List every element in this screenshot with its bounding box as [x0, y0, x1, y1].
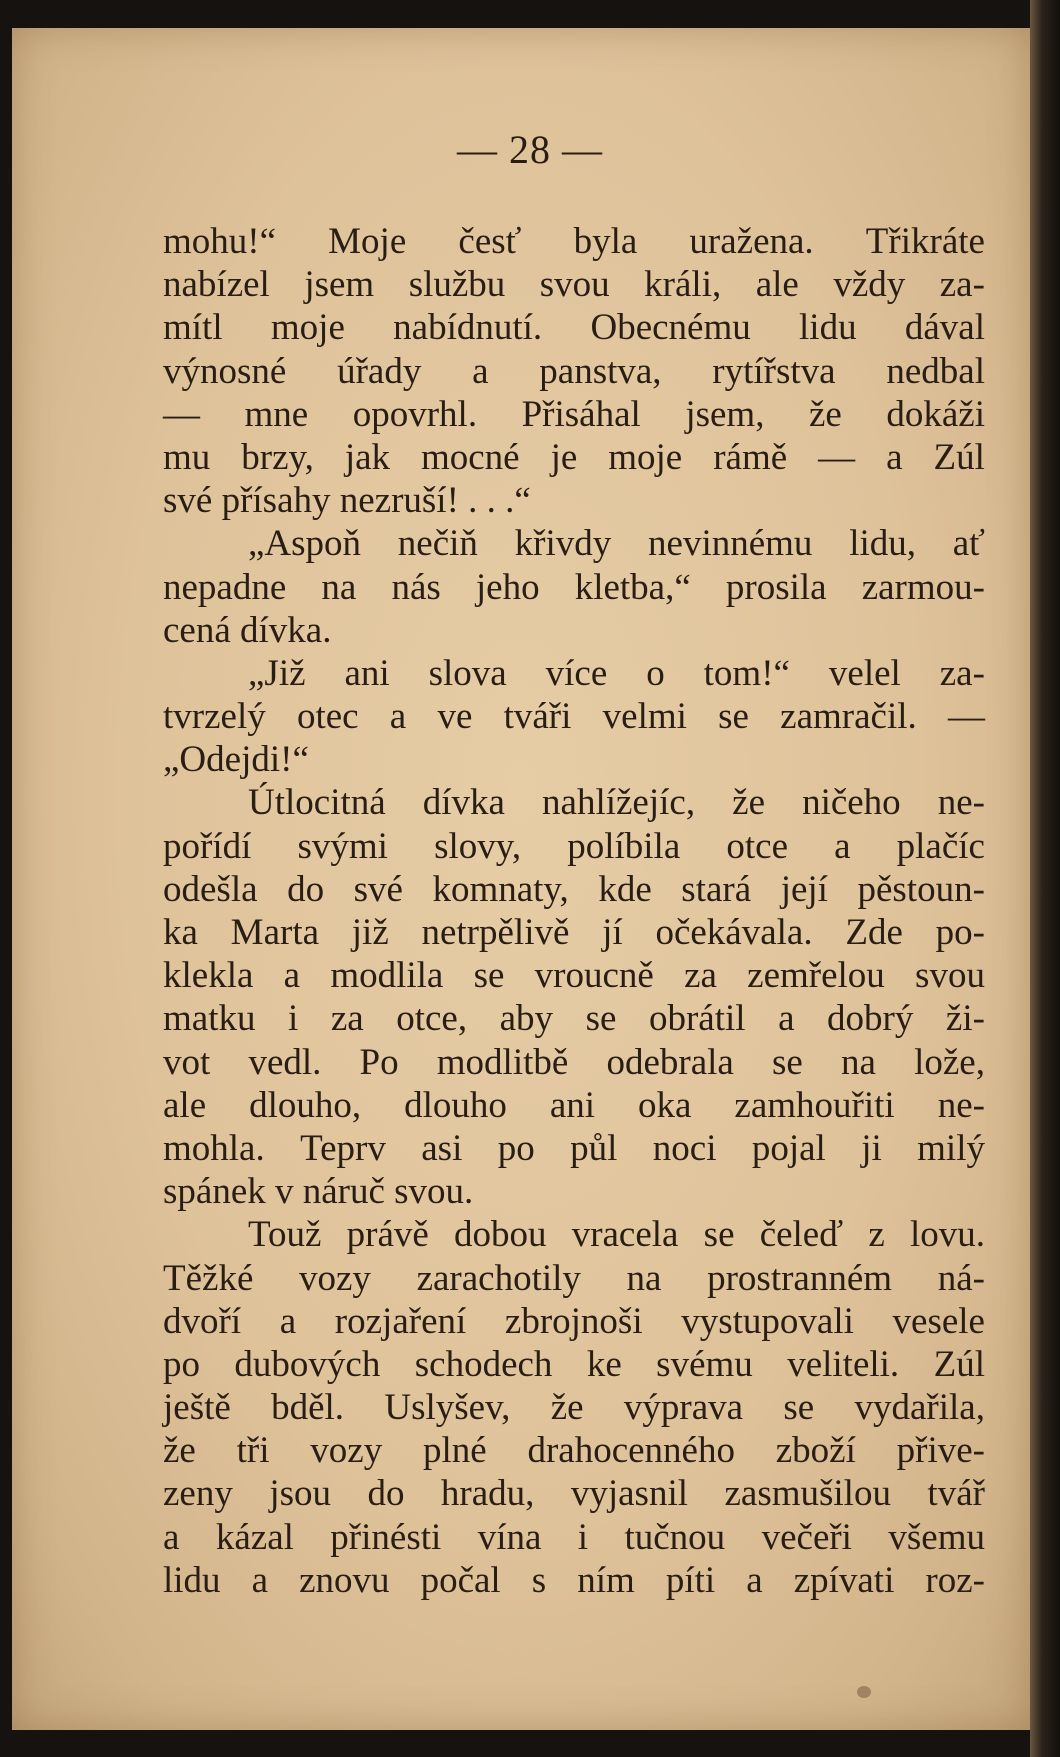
text-line: [163, 695, 985, 738]
word: otce: [726, 825, 788, 867]
word: moje: [270, 307, 345, 349]
word: počal: [420, 1559, 501, 1601]
word: ale: [755, 264, 799, 306]
word: že: [550, 1387, 584, 1429]
word: lidu: [799, 307, 857, 349]
text-line: [163, 781, 985, 824]
word: svou: [915, 955, 985, 997]
word: Marta: [230, 912, 320, 953]
word: rámě: [713, 436, 788, 478]
word: po-: [935, 912, 985, 953]
word: Touž: [248, 1214, 322, 1256]
word: i: [288, 998, 299, 1040]
text-line: [163, 566, 985, 609]
text-line: [163, 652, 985, 695]
word: že: [808, 393, 842, 435]
text-line: [163, 1084, 985, 1127]
word: Uslyšev,: [384, 1387, 511, 1429]
word: schodech: [414, 1343, 553, 1385]
word: prostranném: [707, 1257, 893, 1299]
word: s: [531, 1559, 547, 1601]
text-line: [163, 350, 985, 393]
text-line: [163, 825, 985, 868]
text-line: [163, 1516, 985, 1559]
word: a: [283, 955, 301, 997]
word: večeři: [761, 1516, 852, 1558]
text-line: cená dívka.: [163, 609, 332, 651]
word: lože,: [914, 1041, 985, 1083]
word: ke: [586, 1343, 622, 1385]
word: vozy: [310, 1430, 383, 1472]
word: veliteli.: [787, 1343, 900, 1385]
word: nahlížejíc,: [542, 782, 696, 824]
book-spine-shadow: [1030, 0, 1060, 1757]
word: dobou: [454, 1214, 547, 1256]
word: Těžké: [163, 1257, 254, 1299]
word: ničeho: [802, 782, 901, 824]
word: mne: [244, 393, 309, 435]
word: —: [948, 696, 985, 738]
word: se: [473, 955, 505, 997]
word: nepadne: [163, 566, 287, 608]
word: —: [163, 393, 200, 435]
word: do: [287, 868, 325, 910]
word: zasmušilou: [724, 1473, 891, 1515]
word: zboží: [775, 1430, 856, 1472]
word: úřady: [337, 350, 422, 392]
word: tom!“: [703, 652, 790, 694]
text-line: [163, 393, 985, 436]
word: jsou: [269, 1473, 331, 1515]
word: zarachotily: [416, 1257, 581, 1299]
word: službu: [408, 264, 506, 306]
word: byla: [573, 221, 638, 262]
text-line: [163, 1343, 985, 1386]
word: křivdy: [514, 523, 612, 565]
word: vesele: [892, 1300, 985, 1342]
word: odebrala: [606, 1041, 734, 1083]
text-line: [163, 1213, 985, 1256]
word: jí: [602, 912, 623, 953]
word: mohla.: [163, 1127, 265, 1169]
word: opovrhl.: [352, 393, 478, 435]
word: vozy: [299, 1257, 371, 1299]
word: za-: [939, 652, 985, 694]
word: otec: [296, 696, 359, 738]
word: uražena.: [689, 221, 814, 262]
word: matku: [163, 998, 256, 1040]
text-line: [163, 911, 985, 954]
word: moje: [608, 436, 683, 478]
word: ale: [163, 1084, 207, 1126]
word: pojal: [751, 1127, 826, 1169]
text-line: [163, 1127, 985, 1170]
word: na: [626, 1257, 662, 1299]
word: jeho: [475, 566, 540, 608]
word: již: [351, 912, 389, 953]
word: za: [684, 955, 717, 997]
text-line: spánek v náruč svou.: [163, 1171, 474, 1213]
text-line: [163, 1559, 985, 1602]
word: rytířstva: [712, 350, 836, 392]
word: ať: [952, 523, 985, 565]
word: tvrzelý: [163, 696, 266, 738]
word: po: [163, 1343, 200, 1385]
word: plné: [422, 1430, 487, 1472]
word: tři: [236, 1430, 270, 1472]
text-line: [163, 868, 985, 911]
text-line: [163, 220, 985, 263]
word: ještě: [163, 1387, 231, 1429]
word: jak: [344, 436, 391, 478]
text-line: „Odejdi!“: [163, 739, 309, 781]
word: dvoří: [163, 1300, 242, 1342]
word: na: [321, 566, 357, 608]
word: nabídnutí.: [393, 307, 543, 349]
word: do: [367, 1473, 405, 1515]
word: že: [163, 1430, 196, 1472]
text-line: [163, 1041, 985, 1084]
word: čeleď: [759, 1214, 844, 1256]
word: komnaty,: [432, 868, 569, 910]
word: Třikráte: [865, 221, 985, 262]
word: hradu,: [440, 1473, 535, 1515]
word: otce,: [396, 998, 468, 1040]
word: Zúl: [933, 436, 985, 478]
word: pořídí: [163, 825, 252, 867]
word: vystupovali: [681, 1300, 854, 1342]
word: dlouho: [404, 1084, 507, 1126]
word: mohu!“: [163, 221, 277, 262]
word: dubových: [234, 1343, 381, 1385]
word: ne-: [937, 1084, 985, 1126]
word: milý: [917, 1127, 985, 1169]
word: brzy,: [241, 436, 314, 478]
word: mu: [163, 436, 211, 478]
word: tvář: [927, 1473, 985, 1515]
word: „Aspoň: [248, 523, 362, 565]
word: vot: [163, 1041, 211, 1083]
word: a: [886, 436, 903, 478]
word: zamhouřiti: [734, 1084, 895, 1126]
word: se: [718, 696, 749, 738]
word: plačíc: [896, 825, 985, 867]
word: dlouho,: [249, 1084, 362, 1126]
word: oka: [638, 1084, 692, 1126]
text-line: [163, 306, 985, 349]
word: nabízel: [163, 264, 270, 306]
word: vedl.: [248, 1041, 322, 1083]
word: a: [746, 1559, 763, 1601]
word: dobrý: [827, 998, 914, 1040]
word: výprava: [623, 1387, 744, 1429]
word: stará: [681, 868, 752, 910]
word: zamračil.: [780, 696, 917, 738]
word: mítl: [163, 307, 223, 349]
word: přive-: [896, 1430, 985, 1472]
word: Zúl: [933, 1343, 985, 1385]
word: modlitbě: [436, 1041, 569, 1083]
word: drahocenného: [527, 1430, 735, 1472]
word: jsem,: [685, 393, 765, 435]
word: zeny: [163, 1473, 233, 1515]
word: Útlocitná: [248, 782, 386, 824]
word: své: [353, 868, 403, 910]
word: velel: [828, 652, 901, 694]
word: kletba,“: [574, 566, 691, 608]
word: za-: [939, 264, 985, 306]
word: a: [163, 1516, 180, 1558]
word: modlila: [330, 955, 444, 997]
word: že: [732, 782, 765, 824]
word: tučnou: [624, 1516, 726, 1558]
text-line: [163, 1386, 985, 1429]
word: na: [841, 1041, 876, 1083]
word: zbrojnoši: [504, 1300, 643, 1342]
word: zpívati: [793, 1559, 895, 1601]
word: očekávala.: [655, 912, 813, 953]
word: jsem: [304, 264, 375, 306]
word: ani: [549, 1084, 596, 1126]
text-line: [163, 522, 985, 565]
text-line: [163, 954, 985, 997]
paper-speck: [857, 1686, 871, 1698]
word: přinésti: [330, 1516, 442, 1558]
word: kde: [598, 868, 652, 910]
word: se: [703, 1214, 735, 1256]
word: aby: [499, 998, 554, 1040]
word: se: [783, 1387, 815, 1429]
word: klekla: [163, 955, 254, 997]
word: právě: [346, 1214, 429, 1256]
text-line: [163, 1472, 985, 1515]
word: ani: [344, 652, 390, 694]
word: ve: [437, 696, 473, 738]
word: za: [330, 998, 364, 1040]
word: noci: [652, 1127, 717, 1169]
word: lidu: [163, 1559, 221, 1601]
word: a: [834, 825, 851, 867]
word: ži-: [945, 998, 985, 1040]
word: prosila: [725, 566, 827, 608]
word: nedbal: [886, 350, 985, 392]
word: Po: [359, 1041, 399, 1083]
word: všemu: [888, 1516, 985, 1558]
word: je: [550, 436, 578, 478]
word: Zde: [845, 912, 903, 953]
word: o: [646, 652, 665, 694]
word: roz-: [925, 1559, 985, 1601]
word: vyjasnil: [570, 1473, 689, 1515]
word: bděl.: [271, 1387, 345, 1429]
word: rozjaření: [334, 1300, 467, 1342]
word: dával: [904, 307, 985, 349]
word: nás: [391, 566, 441, 608]
word: „Již: [248, 652, 306, 694]
text-line: [163, 1257, 985, 1300]
word: netrpělivě: [421, 912, 570, 953]
text-line: [163, 263, 985, 306]
page-number: — 28 —: [457, 127, 603, 172]
word: pěstoun-: [857, 868, 985, 910]
word: po: [497, 1127, 535, 1169]
word: panstva,: [539, 350, 662, 392]
word: nevinnému: [648, 523, 813, 565]
word: se: [772, 1041, 803, 1083]
word: ji: [861, 1127, 882, 1169]
word: vždy: [833, 264, 906, 306]
body-text: [163, 220, 985, 1602]
word: slova: [428, 652, 507, 694]
word: lidu,: [849, 523, 916, 565]
word: píti: [665, 1559, 716, 1601]
text-line: [163, 1429, 985, 1472]
word: a: [389, 696, 407, 738]
word: zemřelou: [747, 955, 885, 997]
word: dívka: [422, 782, 505, 824]
word: slovy,: [434, 825, 522, 867]
word: ním: [577, 1559, 635, 1601]
word: odešla: [163, 868, 258, 910]
word: asi: [421, 1127, 463, 1169]
word: a: [778, 998, 795, 1040]
text-line: [163, 436, 985, 479]
word: vracela: [571, 1214, 679, 1256]
word: svému: [656, 1343, 753, 1385]
word: i: [577, 1516, 589, 1558]
word: Přisáhal: [521, 393, 641, 435]
word: ka: [163, 912, 198, 953]
word: vína: [477, 1516, 542, 1558]
word: a: [472, 350, 489, 392]
word: tváři: [503, 696, 572, 738]
text-line: [163, 1300, 985, 1343]
word: znovu: [299, 1559, 390, 1601]
word: česť: [458, 221, 522, 262]
word: lovu.: [909, 1214, 985, 1256]
word: vroucně: [534, 955, 654, 997]
word: její: [780, 868, 828, 910]
word: vydařila,: [854, 1387, 985, 1429]
word: Obecnému: [590, 307, 751, 349]
word: Teprv: [300, 1127, 386, 1169]
word: svými: [297, 825, 388, 867]
word: Moje: [328, 221, 407, 262]
word: velmi: [602, 696, 687, 738]
word: z: [868, 1214, 885, 1256]
word: obrátil: [648, 998, 746, 1040]
word: svou: [539, 264, 610, 306]
text-line: [163, 997, 985, 1040]
word: a: [251, 1559, 269, 1601]
word: mocné: [420, 436, 520, 478]
word: výnosné: [163, 350, 287, 392]
text-line: své přísahy nezruší! . . .“: [163, 480, 531, 522]
word: —: [818, 436, 856, 478]
word: půl: [570, 1127, 618, 1169]
word: zarmou-: [861, 566, 985, 608]
word: kázal: [215, 1516, 294, 1558]
word: ná-: [937, 1257, 985, 1299]
word: políbila: [567, 825, 681, 867]
word: se: [585, 998, 617, 1040]
word: a: [279, 1300, 297, 1342]
word: ne-: [937, 782, 985, 824]
word: dokáži: [886, 393, 985, 435]
word: nečiň: [397, 523, 478, 565]
word: králi,: [644, 264, 722, 306]
word: více: [545, 652, 608, 694]
